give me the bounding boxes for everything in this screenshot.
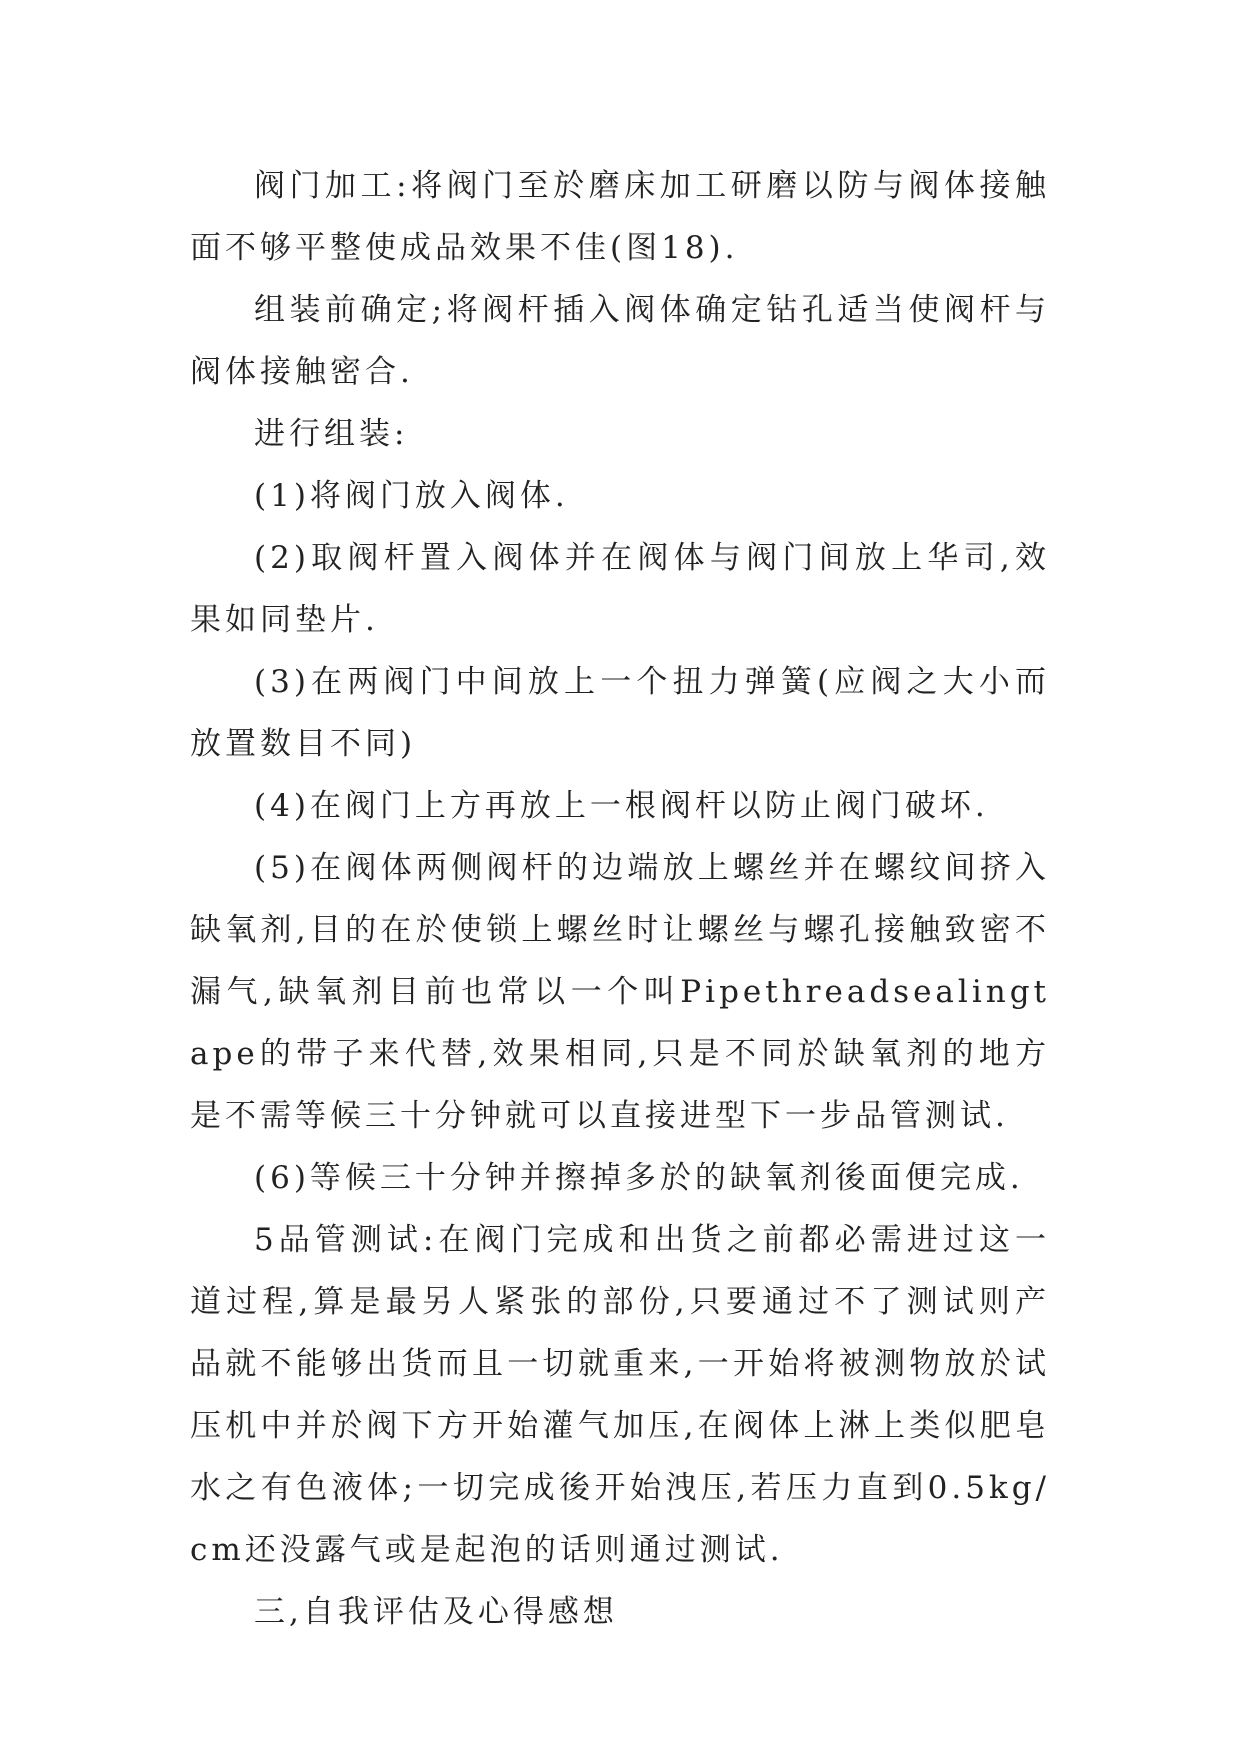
paragraph-step-4: (4)在阀门上方再放上一根阀杆以防止阀门破坏.: [254, 788, 989, 824]
paragraph-step-1: (1)将阀门放入阀体.: [254, 478, 569, 514]
section-heading-self-assessment: 三,自我评估及心得感想: [254, 1594, 618, 1630]
paragraph-pre-assembly-check: 组装前确定;将阀杆插入阀体确定钻孔适当使阀杆与阀体接触密合.: [190, 292, 1050, 390]
paragraph-step-6: (6)等候三十分钟并擦掉多於的缺氧剂後面便完成.: [254, 1160, 1024, 1196]
paragraph-quality-test: 5品管测试:在阀门完成和出货之前都必需进过这一道过程,算是最另人紧张的部份,只要通过不了测试则产品就不能够出货而且一切就重来,一开始将被测物放於试压机中并於阀下方开始灌气加压,在阀体上淋上类似肥皂水之有色液体;一切完成後开始洩压,若压力直到0.5kg/cm还没露气或是起泡的话则通过测试.: [190, 1222, 1050, 1568]
document-body: [190, 155, 1050, 1643]
paragraph-step-3: (3)在两阀门中间放上一个扭力弹簧(应阀之大小而放置数目不同): [190, 664, 1050, 762]
paragraph-valve-machining: 阀门加工:将阀门至於磨床加工研磨以防与阀体接触面不够平整使成品效果不佳(图18).: [190, 168, 1050, 266]
paragraph-step-5: (5)在阀体两侧阀杆的边端放上螺丝并在螺纹间挤入缺氧剂,目的在於使锁上螺丝时让螺丝与螺孔接触致密不漏气,缺氧剂目前也常以一个叫Pipethreadsealingtape的带子来代替,效果相同,只是不同於缺氧剂的地方是不需等候三十分钟就可以直接进型下一步品管测试.: [190, 850, 1050, 1134]
paragraph-step-2: (2)取阀杆置入阀体并在阀体与阀门间放上华司,效果如同垫片.: [190, 540, 1050, 638]
paragraph-assembly-heading: 进行组装:: [254, 416, 409, 452]
